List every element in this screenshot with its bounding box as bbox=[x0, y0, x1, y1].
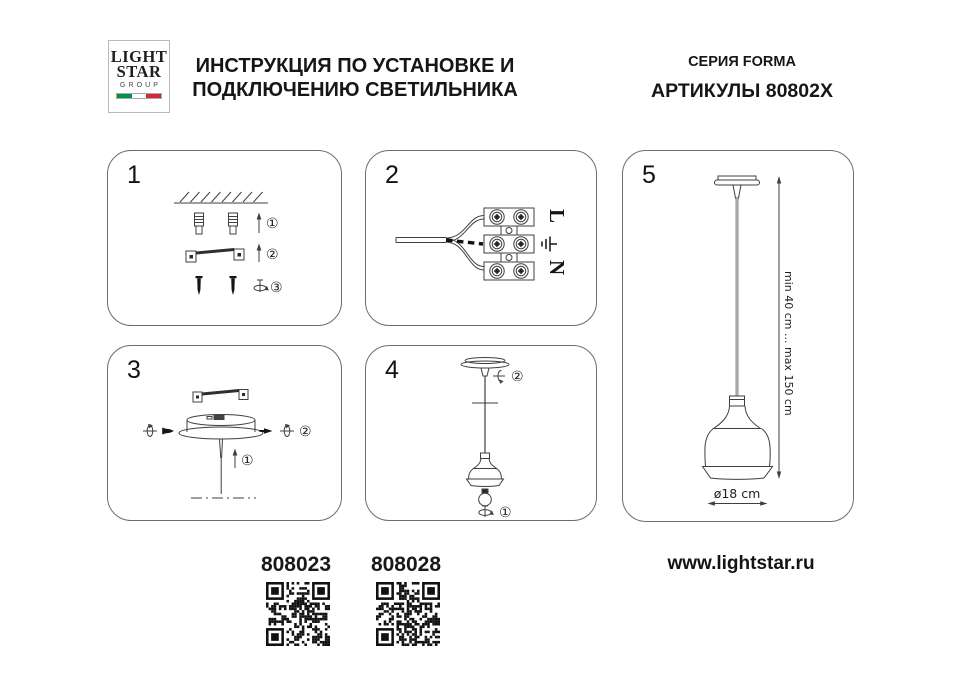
canopy-icon bbox=[179, 415, 263, 440]
step-2-diagram bbox=[366, 151, 598, 327]
step-2-marker: ② bbox=[511, 369, 524, 385]
qr-code bbox=[376, 582, 440, 646]
screw-icon bbox=[196, 276, 203, 295]
arrow-up-icon bbox=[257, 244, 262, 263]
logo-word-light: LIGHT bbox=[110, 47, 168, 66]
rotate-screw-icon bbox=[143, 424, 157, 437]
step-panel-3 bbox=[107, 345, 342, 521]
rotate-screw-icon bbox=[479, 506, 494, 517]
terminal-screw-icon bbox=[490, 210, 528, 278]
step-2-marker: ② bbox=[299, 424, 312, 440]
step-number: 3 bbox=[127, 356, 141, 384]
product-code: 808028 bbox=[370, 553, 442, 576]
earth-symbol-icon bbox=[542, 237, 557, 252]
screw-icon bbox=[162, 428, 174, 434]
series-label: СЕРИЯ FORMA bbox=[688, 54, 796, 70]
page-title bbox=[183, 55, 527, 102]
step-panel-2 bbox=[365, 150, 597, 326]
arrow-up-icon bbox=[257, 213, 262, 234]
articles-label: АРТИКУЛЫ 80802X bbox=[651, 80, 833, 102]
rotate-screw-icon bbox=[280, 424, 294, 437]
step-4-diagram bbox=[366, 346, 598, 522]
step-3-marker: ③ bbox=[270, 280, 283, 296]
italian-flag-icon bbox=[116, 93, 162, 99]
canopy-icon bbox=[715, 176, 760, 198]
rotate-screw-icon bbox=[254, 280, 269, 292]
step-number: 2 bbox=[385, 161, 399, 189]
bulb-icon bbox=[479, 489, 492, 506]
rotate-screw-icon bbox=[493, 371, 505, 384]
wall-plug-icon bbox=[195, 213, 204, 234]
title-line-2: ПОДКЛЮЧЕНИЮ СВЕТИЛЬНИКА bbox=[192, 78, 518, 101]
terminal-block-icon bbox=[484, 208, 534, 280]
lampshade-icon bbox=[703, 396, 773, 479]
logo-word-group: GROUP bbox=[119, 82, 162, 89]
product-code: 808023 bbox=[260, 553, 332, 576]
height-dimension-label: min 40 cm ... max 150 cm bbox=[782, 271, 795, 416]
step-number: 4 bbox=[385, 356, 399, 384]
step-1-marker: ① bbox=[266, 216, 279, 232]
diameter-dimension-label: ø18 cm bbox=[713, 486, 761, 501]
live-terminal-label: L bbox=[545, 209, 569, 224]
title-line-1: ИНСТРУКЦИЯ ПО УСТАНОВКЕ И bbox=[195, 55, 515, 77]
website-url: www.lightstar.ru bbox=[667, 553, 815, 574]
step-number: 5 bbox=[642, 161, 656, 189]
step-2-marker: ② bbox=[266, 247, 279, 263]
logo-word-star: STAR bbox=[116, 61, 162, 81]
lampshade-icon bbox=[467, 453, 504, 486]
diameter-dimension-arrow bbox=[708, 501, 768, 505]
wall-plug-icon bbox=[229, 213, 238, 234]
step-3-diagram bbox=[108, 346, 343, 522]
step-1-marker: ① bbox=[241, 453, 254, 469]
mounting-bracket-icon bbox=[186, 248, 244, 262]
dimensions-panel bbox=[622, 150, 854, 522]
mounting-bracket-icon bbox=[193, 389, 248, 402]
step-number: 1 bbox=[127, 161, 141, 189]
step-panel-4 bbox=[365, 345, 597, 521]
step-1-marker: ① bbox=[499, 505, 512, 521]
height-dimension-arrow bbox=[777, 176, 781, 479]
dimensions-diagram bbox=[623, 151, 855, 523]
screw-icon bbox=[230, 276, 237, 295]
qr-code bbox=[266, 582, 330, 646]
arrow-up-icon bbox=[233, 449, 238, 469]
neutral-terminal-label: N bbox=[545, 260, 569, 276]
step-1-diagram bbox=[108, 151, 343, 327]
ceiling-hatch bbox=[174, 192, 268, 203]
arrow-right-icon bbox=[260, 428, 273, 434]
pendant-cord-icon bbox=[220, 439, 223, 494]
step-panel-1 bbox=[107, 150, 342, 326]
canopy-icon bbox=[461, 358, 509, 377]
lightstar-logo bbox=[108, 40, 170, 113]
